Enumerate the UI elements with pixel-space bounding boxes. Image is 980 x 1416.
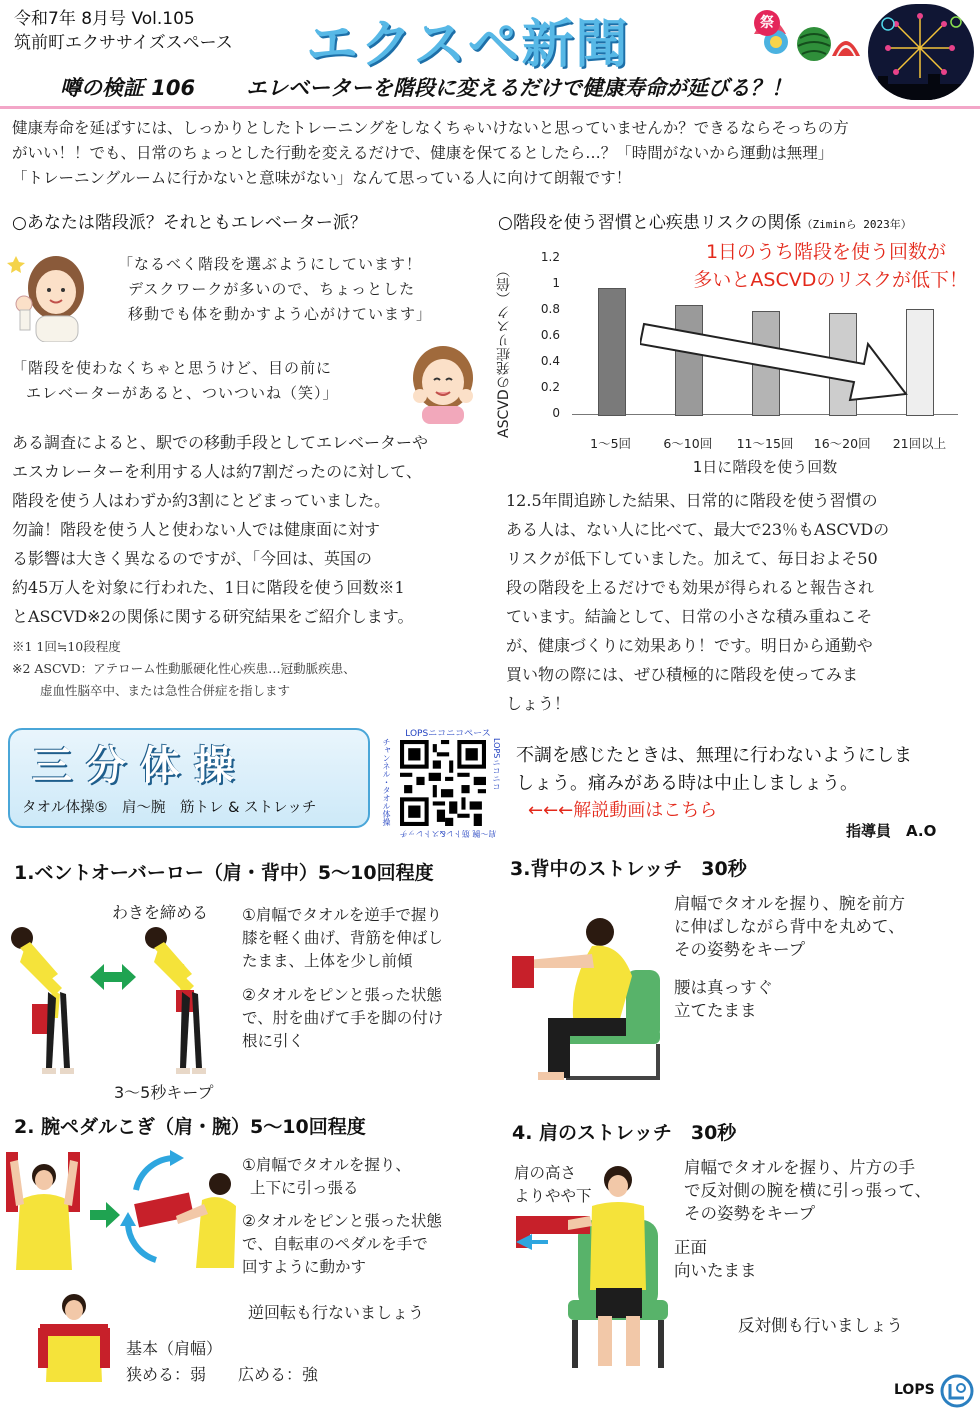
callout-line: 多いとASCVDのリスクが低下！ xyxy=(693,269,968,291)
bent-over-row-person-icon xyxy=(132,918,212,1078)
woman-smiling-icon xyxy=(404,340,482,424)
exercise-2-step-1 xyxy=(242,1154,411,1200)
body-line: 約45万人を対象に行われた、1日に階段を使う回数※1 xyxy=(12,578,405,597)
exercise-3-text xyxy=(674,892,905,961)
chart-reference: （Ziminら 2023年） xyxy=(801,218,912,231)
seated-back-stretch-person-icon xyxy=(508,906,670,1088)
quote-line: 「なるべく階段を選ぶようにしています！ xyxy=(118,255,423,273)
step-line: 根に引く xyxy=(242,1032,305,1050)
chart-bar xyxy=(906,309,934,416)
exercise-1-step-1 xyxy=(242,904,443,973)
exercise-4-text xyxy=(684,1156,931,1225)
body-line: とASCVD※2の関係に関する研究結果をご紹介します。 xyxy=(12,607,414,626)
instructor: 指導員 A.O xyxy=(846,822,937,840)
arm-pedal-front-person-icon xyxy=(2,1150,88,1270)
taiso-subtitle: タオル体操⑤ 肩～腕 筋トレ & ストレッチ xyxy=(22,800,317,816)
x-axis-label: 1日に階段を使う回数 xyxy=(692,458,838,476)
body-line: が、健康づくりに効果あり！です。明日から通勤や xyxy=(506,636,873,655)
exercise-2-basic: 基本（肩幅） xyxy=(126,1339,223,1358)
step-line: で、自転車のペダルを手で xyxy=(242,1235,428,1253)
step-line: 回すように動かす xyxy=(242,1258,367,1276)
body-line: エスカレーターを利用する人は約7割だったのに対して、 xyxy=(12,462,422,481)
step-line: ②タオルをピンと張った状態 xyxy=(242,1212,442,1230)
caution-line: 不調を感じたときは、無理に行わないようにしま xyxy=(516,745,912,766)
label-line: よりやや下 xyxy=(514,1187,592,1205)
lops-logo-icon xyxy=(940,1374,974,1408)
woman-raising-fist-icon xyxy=(6,246,94,342)
woman-illustration-2 xyxy=(404,340,482,424)
y-tick-label: 0.4 xyxy=(540,354,560,368)
exercise-1-step-2 xyxy=(242,984,443,1053)
y-tick-label: 0 xyxy=(552,406,560,420)
right-section-heading xyxy=(498,208,912,233)
note-line: 向いたまま xyxy=(674,1261,757,1280)
headline: エレベーターを階段に変えるだけで健康寿命が延びる？！ xyxy=(246,76,792,100)
y-tick-label: 1 xyxy=(552,276,560,290)
body-line: 12.5年間追跡した結果、日常的に階段を使う習慣の xyxy=(506,491,878,510)
y-tick-label: 0.2 xyxy=(540,380,560,394)
qr-label-bottom: 肩～腕 筋トレ&ストレッチ xyxy=(399,829,497,838)
x-category-label: 6～10回 xyxy=(663,436,713,451)
festival-decoration xyxy=(748,6,860,66)
exercise-2-heading: 2. 腕ペダルこぎ（肩・腕）5～10回程度 xyxy=(14,1116,366,1138)
left-section-heading: ○あなたは階段派？それともエレベーター派？ xyxy=(12,213,367,233)
body-line: リスクが低下していました。加えて、毎日およそ50 xyxy=(506,549,878,568)
body-line: 勿論！階段を使う人と使わない人では健康面に対す xyxy=(12,520,381,539)
footnotes xyxy=(12,636,492,702)
quote-stairs-person xyxy=(118,252,432,327)
step-line: ②タオルをピンと張った状態 xyxy=(242,986,442,1004)
intro-line: 健康寿命を延ばすには、しっかりとしたトレーニングをしなくちゃいけないと思っていませんか？できるならそっちの方 xyxy=(12,119,849,137)
intro-line: がいい！！でも、日常のちょっとした行動を変えるだけで、健康を保てるとしたら…？「時間がないから運動は無理」 xyxy=(12,144,834,162)
text-line: 肩幅でタオルを握り、片方の手 xyxy=(684,1158,915,1177)
qr-code-icon[interactable] xyxy=(400,740,486,826)
trend-arrow-icon xyxy=(640,296,910,406)
footnote-1: ※1 1回≒10段程度 xyxy=(12,639,121,654)
quote-line: エレベーターがあると、ついついね（笑）」 xyxy=(26,384,339,402)
note-line: 正面 xyxy=(674,1238,707,1257)
exercise-4-heading: 4. 肩のストレッチ 30秒 xyxy=(512,1122,737,1144)
body-line: ています。結論として、日常の小さな積み重ねこそ xyxy=(506,607,873,626)
exercise-2-reverse: 逆回転も行ないましょう xyxy=(248,1303,425,1322)
x-category-label: 16～20回 xyxy=(813,436,871,451)
footnote-2-cont: 虚血性脳卒中、または急性合併症を指します xyxy=(40,683,291,698)
exercise-3-heading: 3.背中のストレッチ 30秒 xyxy=(510,858,747,880)
callout-line: 1日のうち階段を使う回数が xyxy=(705,241,947,263)
header-divider xyxy=(0,106,980,109)
text-line: で反対側の腕を横に引っ張って、 xyxy=(684,1181,932,1200)
note-line: 腰は真っすぐ xyxy=(674,978,773,997)
arm-pedal-side-person-icon xyxy=(116,1150,242,1270)
quote-line: 移動でも体を動かすよう心がけています」 xyxy=(128,305,433,323)
text-line: に伸ばしながら背中を丸めて、 xyxy=(674,917,905,936)
body-line: る影響は大きく異なるのですが、「今回は、英国の xyxy=(12,549,373,568)
body-line: ある調査によると、駅での移動手段としてエレベーターや xyxy=(12,433,429,452)
chart-bar xyxy=(598,288,626,416)
festival-badge: 祭 xyxy=(754,10,780,36)
seated-shoulder-stretch-person-icon xyxy=(512,1160,682,1380)
y-tick-label: 1.2 xyxy=(540,250,560,264)
text-line: その姿勢をキープ xyxy=(674,940,806,959)
fireworks-image xyxy=(868,4,974,100)
step-line: ①肩幅でタオルを握り、 xyxy=(242,1156,411,1174)
y-axis-label: ASCVDの発症リスク（倍） xyxy=(496,263,512,439)
footnote-2: ※2 ASCVD：アテローム性動脈硬化性心疾患…冠動脈疾患、 xyxy=(12,661,356,676)
exercise-4-note xyxy=(674,1236,757,1282)
taiso-title: 三分体操 xyxy=(32,743,248,789)
exercise-1-keep: 3～5秒キープ xyxy=(114,1083,214,1102)
quote-line: デスクワークが多いので、ちょっとした xyxy=(128,280,416,298)
taiso-banner xyxy=(8,728,370,828)
x-category-label: 11～15回 xyxy=(736,436,794,451)
subtitle-number: 噂の検証 106 xyxy=(60,76,196,100)
double-arrow-icon xyxy=(90,964,136,990)
exercise-1-label: わきを締める xyxy=(112,903,209,922)
y-ticks xyxy=(530,236,570,480)
newspaper-title: エクスペ新聞 xyxy=(306,15,630,75)
qr-label-left: チャンネル・タオル体操 xyxy=(382,738,391,826)
caution-line: しょう。痛みがある時は中止しましょう。 xyxy=(516,773,858,794)
bent-over-person-icon xyxy=(2,918,82,1078)
exercise-2-tip: 狭める：弱 広める：強 xyxy=(126,1365,319,1384)
stair-risk-chart xyxy=(496,236,976,480)
step-line: 膝を軽く曲げ、背筋を伸ばし xyxy=(242,929,443,947)
body-line: ある人は、ない人に比べて、最大で23％もASCVDの xyxy=(506,520,890,539)
body-line: 買い物の際には、ぜひ積極的に階段を使ってみま xyxy=(506,665,859,684)
qr-block[interactable] xyxy=(380,726,504,844)
publisher: 筑前町エクササイズスペース xyxy=(14,33,233,53)
issue-number: 令和7年 8月号 Vol.105 xyxy=(14,9,195,29)
quote-line: 「階段を使わなくちゃと思うけど、目の前に xyxy=(12,359,333,377)
lops-logo-text: LOPS xyxy=(894,1382,935,1398)
exercise-4-other-side: 反対側も行いましょう xyxy=(738,1316,903,1335)
chart-callout xyxy=(676,238,976,294)
x-category-label: 21回以上 xyxy=(892,436,947,451)
text-line: 肩幅でタオルを握り、腕を前方 xyxy=(674,894,905,913)
left-body-paragraph xyxy=(12,428,492,631)
step-line: で、肘を曲げて手を脚の付け xyxy=(242,1009,444,1027)
quote-elevator-person xyxy=(12,356,339,406)
chart-section-title: ○階段を使う習慣と心疾患リスクの関係 xyxy=(498,213,802,233)
x-category-label: 1～5回 xyxy=(590,436,632,451)
body-line: 段の階段を上るだけでも効果が得られると報告され xyxy=(506,578,875,597)
y-tick-label: 0.8 xyxy=(540,302,560,316)
exercise-2-step-2 xyxy=(242,1210,442,1279)
fireworks-icon xyxy=(868,4,974,100)
qr-label-top: LOPSニコニコペース xyxy=(405,729,491,739)
step-line: 上下に引っ張る xyxy=(250,1179,359,1197)
exercise-3-note xyxy=(674,976,773,1022)
woman-illustration xyxy=(6,246,94,342)
step-line: ①肩幅でタオルを逆手で握り xyxy=(242,906,442,924)
caution-text xyxy=(516,742,912,798)
label-line: 肩の高さ xyxy=(514,1164,577,1182)
video-link[interactable]: ←←←解説動画はこちら xyxy=(528,800,718,821)
intro-line: 「トレーニングルームに行かないと意味がない」なんて思っている人に向けて朗報です！ xyxy=(12,169,632,187)
towel-basic-grip-person-icon xyxy=(34,1292,114,1382)
right-body-paragraph xyxy=(506,486,976,718)
note-line: 立てたまま xyxy=(674,1001,757,1020)
x-categories xyxy=(572,434,958,454)
step-line: たまま、上体を少し前傾 xyxy=(242,952,413,970)
body-line: しょう！ xyxy=(506,694,571,713)
y-tick-label: 0.6 xyxy=(540,328,560,342)
text-line: その姿勢をキープ xyxy=(684,1204,816,1223)
body-line: 階段を使う人はわずか約3割にとどまっていました。 xyxy=(12,491,391,510)
exercise-1-heading: 1.ベントオーバーロー（肩・背中）5～10回程度 xyxy=(14,862,434,884)
qr-label-right: LOPSニコニコ xyxy=(492,738,501,791)
intro-paragraph xyxy=(12,116,972,191)
